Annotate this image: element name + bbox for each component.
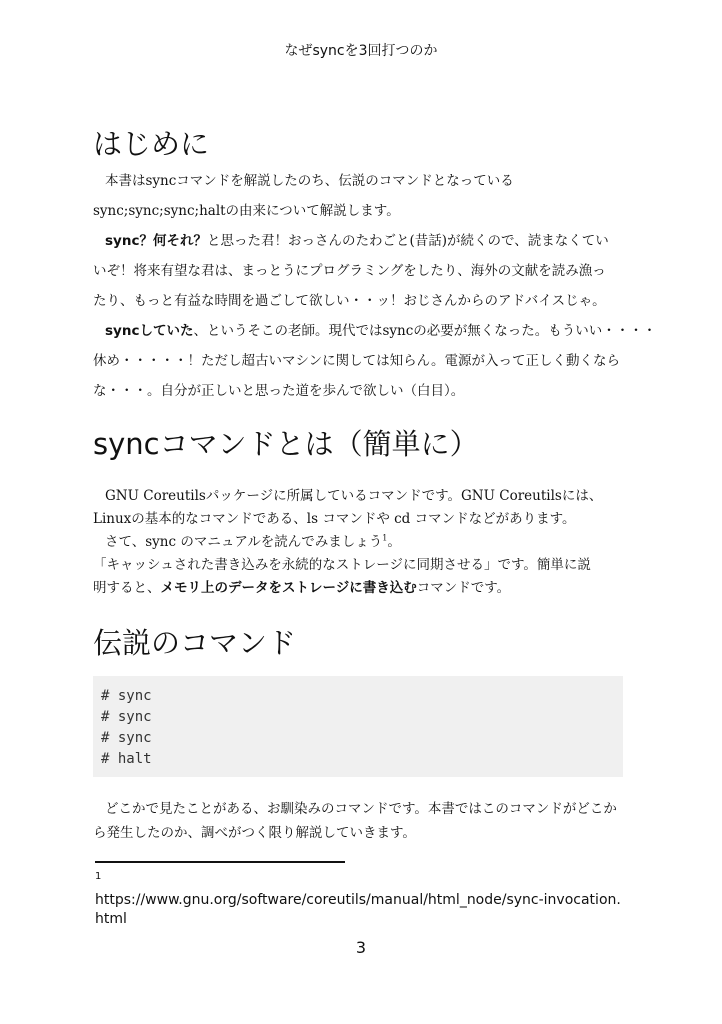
text-line: 休め・・・・・！ただし超古いマシンに関しては知らん。電源が入って正しく動くなら <box>93 353 620 369</box>
code-block <box>93 676 623 777</box>
code-line: # sync <box>101 688 152 704</box>
legend-paragraph <box>93 797 628 845</box>
code-line: # sync <box>101 709 152 725</box>
text-line: sync;sync;sync;haltの由来について解説します。 <box>93 203 400 219</box>
code-line: # halt <box>101 751 152 767</box>
text-line: Linuxの基本的なコマンドである、ls コマンドや cd コマンドなどがあります。 <box>93 511 576 527</box>
heading-about-sync: syncコマンドとは（簡単に） <box>93 427 479 461</box>
heading-legendary-command: 伝説のコマンド <box>93 626 297 660</box>
bold-phrase: メモリ上のデータをストレージに書き込む <box>160 580 417 596</box>
footnote-ref[interactable]: 1 <box>382 533 388 543</box>
code-line: # sync <box>101 730 152 746</box>
about-paragraph <box>93 485 628 600</box>
heading-introduction: はじめに <box>93 127 210 161</box>
text-line: sync？何それ？と思った君！おっさんのたわごと(昔話)が続くので、読まなくてい <box>105 233 609 249</box>
text-line: な・・・。自分が正しいと思った道を歩んで欲しい（白目）。 <box>93 383 465 399</box>
footnote-link[interactable]: https://www.gnu.org/software/coreutils/manual/html_node/sync-invocation.html <box>95 892 621 927</box>
text-line: たり、もっと有益な時間を過ごして欲しい・・ッ！おじさんからのアドバイスじゃ。 <box>93 293 606 309</box>
text-line: syncしていた、というそこの老師。現代ではsyncの必要が無くなった。もういい・・・・ <box>105 323 657 339</box>
text-line: 「キャッシュされた書き込みを永続的なストレージに同期させる」です。簡単に説 <box>93 557 591 573</box>
text-line: どこかで見たことがある、お馴染みのコマンドです。本書ではこのコマンドがどこか <box>105 801 617 817</box>
footnote-divider <box>95 861 345 863</box>
text-line: GNU Coreutilsパッケージに所属しているコマンドです。GNU Coreutilsには、 <box>105 488 603 504</box>
bold-phrase: syncしていた <box>105 323 194 339</box>
footnote-number: 1 <box>95 871 102 882</box>
bold-phrase: sync？何それ？ <box>105 233 207 249</box>
text-line: ら発生したのか、調べがつく限り解説していきます。 <box>93 825 416 841</box>
text-line: さて、sync のマニュアルを読んでみましょう$^1$。 <box>105 533 401 550</box>
intro-paragraph <box>93 166 657 406</box>
running-header: なぜsyncを3回打つのか <box>284 43 438 59</box>
text-line: いぞ！将来有望な君は、まっとうにプログラミングをしたり、海外の文献を読み漁っ <box>93 263 606 279</box>
page-number: 3 <box>355 938 367 957</box>
text-line: 明すると、メモリ上のデータをストレージに書き込むコマンドです。 <box>93 580 511 596</box>
text-line: 本書はsyncコマンドを解説したのち、伝説のコマンドとなっている <box>105 173 514 189</box>
